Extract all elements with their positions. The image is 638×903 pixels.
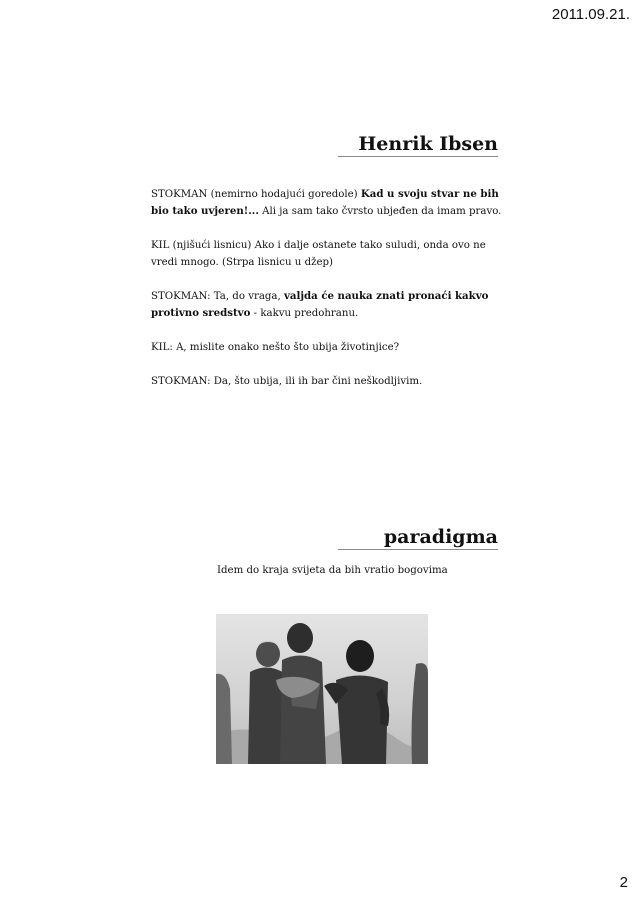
paragraph-4-text: KIL: A, mislite onako nešto što ubija životinjice? [151, 342, 400, 353]
dialogue-paragraph-2 [151, 237, 511, 271]
slide-2-title-rule [338, 549, 498, 550]
paragraph-5-text: STOKMAN: Da, što ubija, ili ih bar čini neškodljivim. [151, 376, 423, 387]
dialogue-paragraph-4 [151, 339, 511, 356]
paragraph-1-text-b: Ali ja sam tako čvrsto ubjeđen da imam pravo. [258, 206, 502, 217]
dialogue-paragraph-1 [151, 186, 511, 220]
slide-1-dialogue [151, 186, 511, 407]
slide-2-photo [216, 614, 428, 764]
slide-1-title-rule [338, 156, 498, 157]
dialogue-paragraph-5 [151, 373, 511, 390]
paragraph-1-bold: Kad u svoju stvar ne bih bio tako uvjeren!... [151, 188, 499, 217]
paragraph-3-bold: valjda će nauka znati pronaći kakvo protivno sredstvo [151, 290, 489, 319]
slide-1-title: Henrik Ibsen [358, 133, 498, 155]
paragraph-3-text-a: STOKMAN: Ta, do vraga, [151, 291, 284, 302]
paragraph-3-text-b: - kakvu predohranu. [250, 308, 359, 319]
date-stamp: 2011.09.21. [551, 6, 630, 23]
paragraph-1-text-a: STOKMAN (nemirno hodajući goredole) [151, 189, 361, 200]
slide-2-title: paradigma [383, 526, 498, 548]
dialogue-paragraph-3 [151, 288, 511, 322]
slide-2-text: Idem do kraja svijeta da bih vratio bogovima [217, 565, 448, 576]
paragraph-2-text: KIL (njišući lisnicu) Ako i dalje ostanete tako suludi, onda ovo ne vredi mnogo. (Strpa lisnicu u džep) [151, 240, 486, 268]
page-number: 2 [619, 874, 628, 891]
